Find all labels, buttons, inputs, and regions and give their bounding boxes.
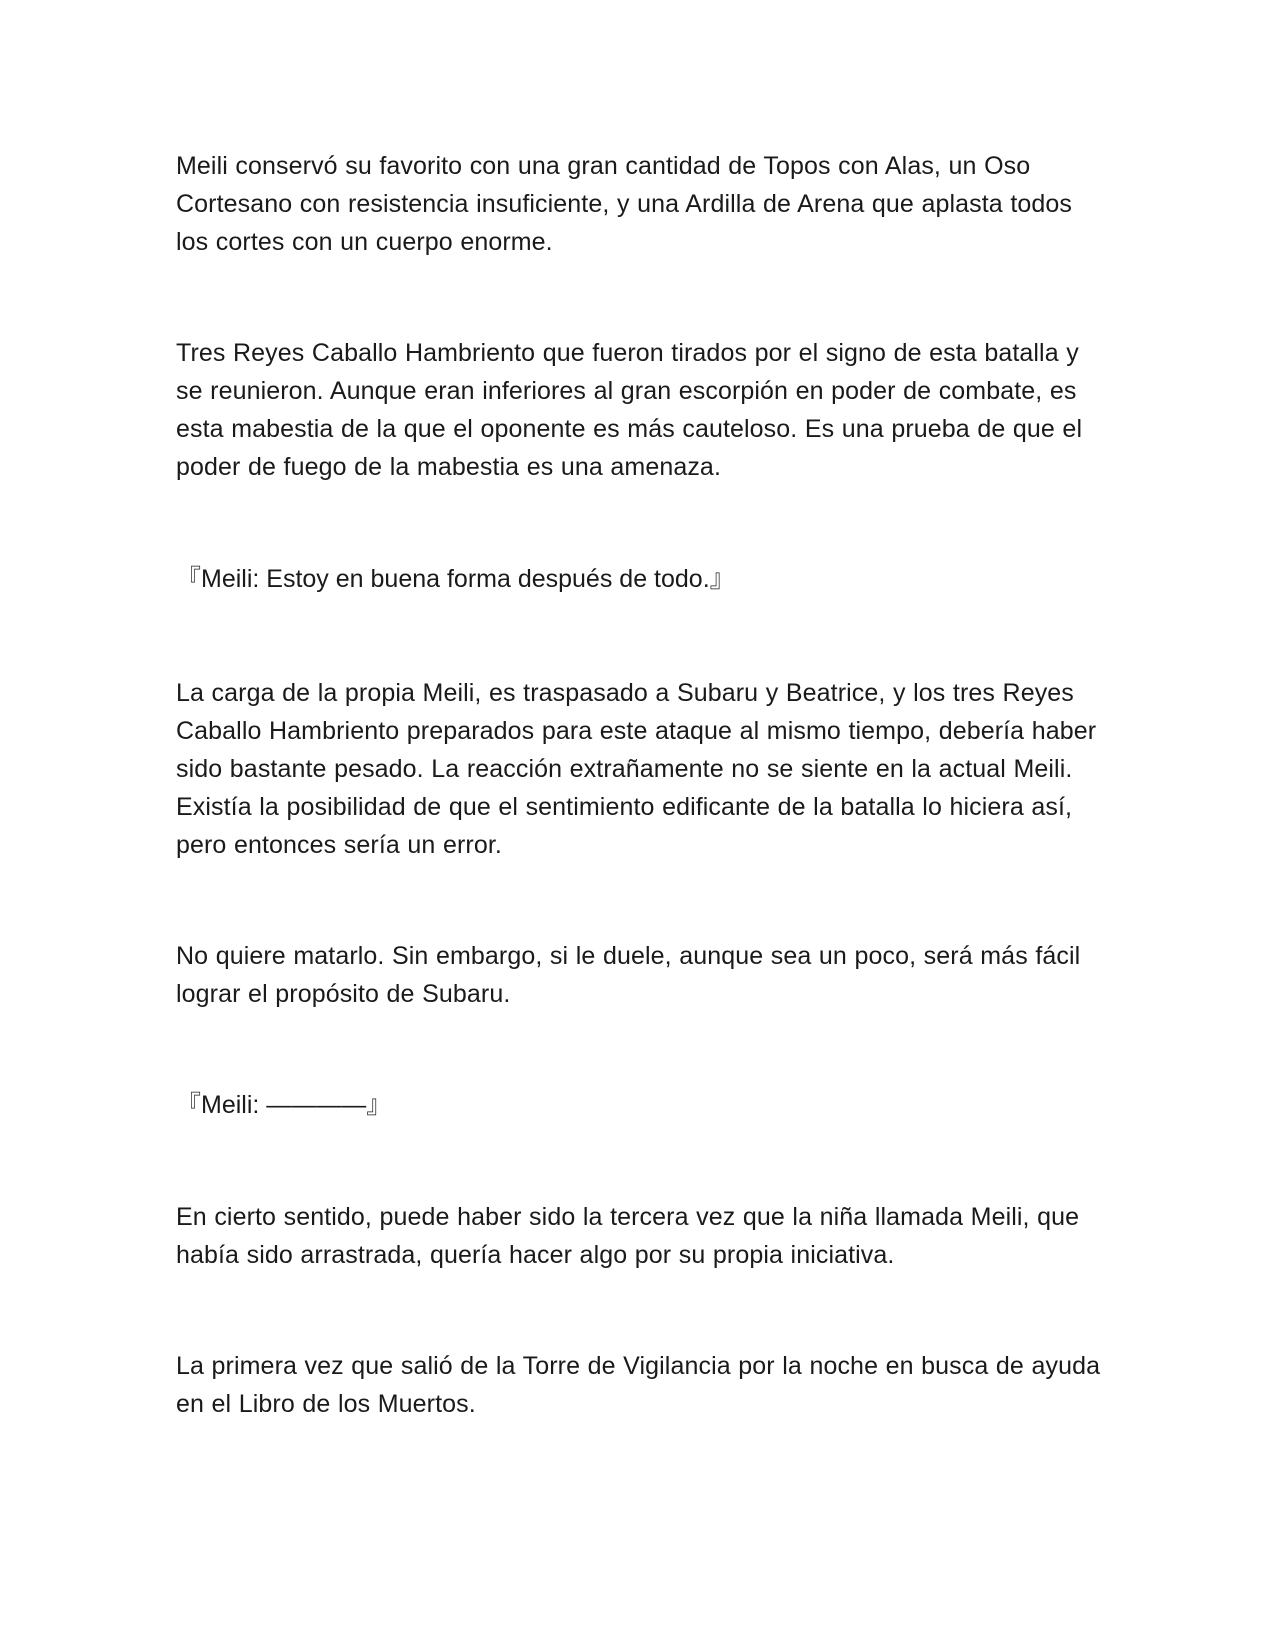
dialogue-line-1: 『Meili: Estoy en buena forma después de todo.』 — [176, 565, 735, 593]
paragraph-1: Meili conservó su favorito con una gran cantidad de Topos con Alas, un Oso Cortesano con resistencia insuficiente, y una Ardilla de Arena que aplasta todos los cortes con un cuerpo enorme. — [176, 152, 1072, 256]
paragraph-3: La carga de la propia Meili, es traspasado a Subaru y Beatrice, y los tres Reyes Caballo Hambriento preparados para este ataque al mismo tiempo, debería haber sido bastante pesado. La reacción extrañamente no se siente en la actual Meili. Existía la posibilidad de que el sentimiento edificante de la batalla lo hiciera así, pero entonces sería un error. — [176, 679, 1097, 859]
paragraph-2: Tres Reyes Caballo Hambriento que fueron tirados por el signo de esta batalla y se reunieron. Aunque eran inferiores al gran escorpión en poder de combate, es esta mabestia de la que el oponente es más cauteloso. Es una prueba de que el poder de fuego de la mabestia es una amenaza. — [176, 339, 1083, 481]
paragraph-6: La primera vez que salió de la Torre de Vigilancia por la noche en busca de ayuda en el Libro de los Muertos. — [176, 1352, 1101, 1418]
paragraph-5: En cierto sentido, puede haber sido la tercera vez que la niña llamada Meili, que había sido arrastrada, quería hacer algo por su propia iniciativa. — [176, 1203, 1080, 1269]
paragraph-4: No quiere matarlo. Sin embargo, si le duele, aunque sea un poco, será más fácil lograr el propósito de Subaru. — [176, 942, 1081, 1008]
dialogue-line-2: 『Meili: ————』 — [176, 1091, 392, 1119]
